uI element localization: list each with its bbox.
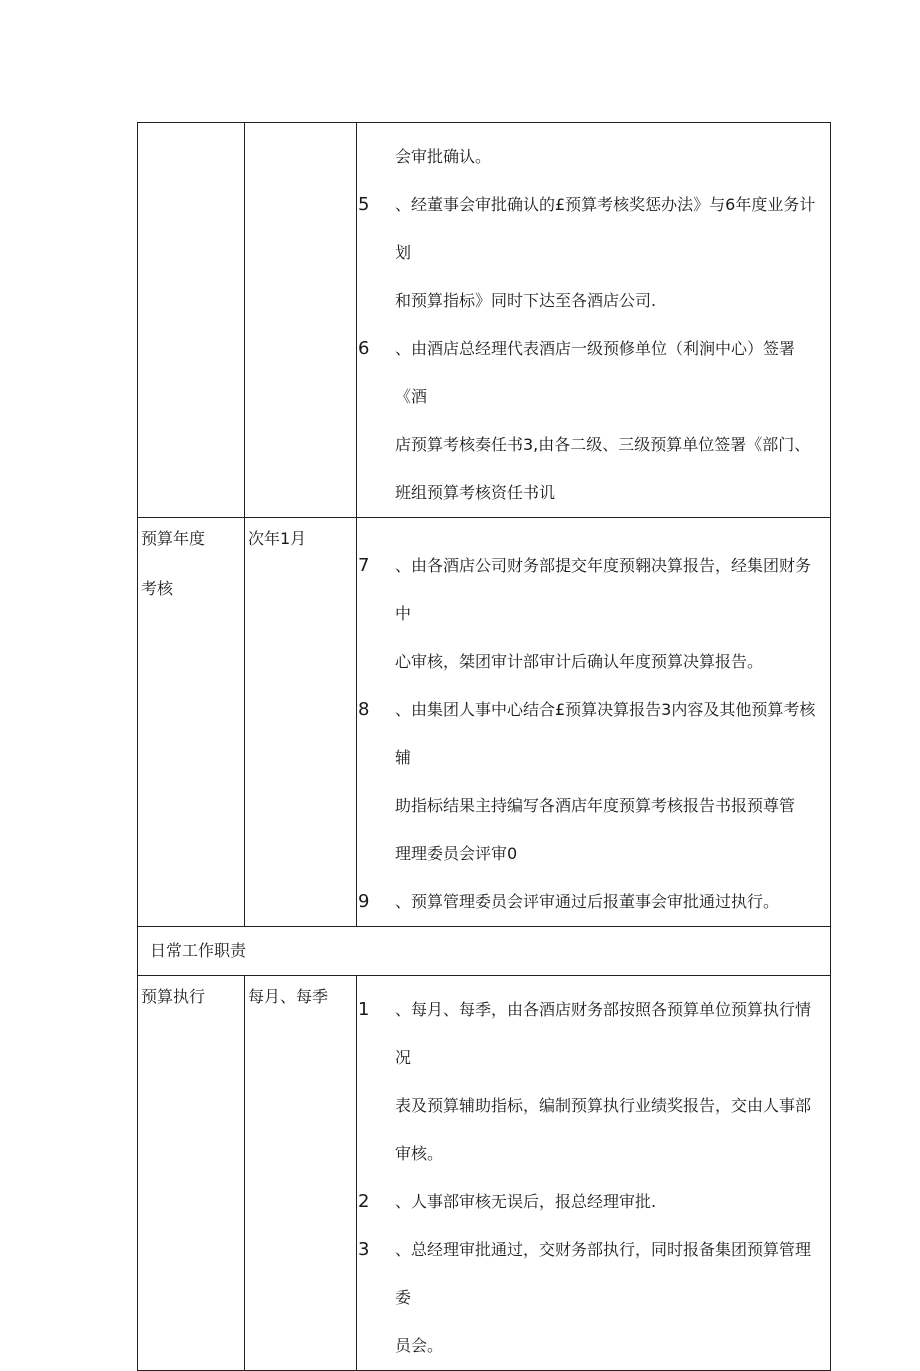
item-number: 5 xyxy=(358,194,370,215)
content-cell xyxy=(357,976,831,1371)
item-number: 9 xyxy=(358,891,370,912)
stage-cell xyxy=(138,123,245,518)
item-line: 店预算考核奏任书3,由各二级、三级预算单位签署《部门、 xyxy=(395,435,811,454)
item-number: 3 xyxy=(358,1239,370,1260)
stage-cell xyxy=(138,518,245,927)
item-line: 员会。 xyxy=(395,1336,444,1355)
item-line: 、预算管理委员会评审通过后报董事会审批通过执行。 xyxy=(395,892,780,911)
item-number: 1 xyxy=(358,999,370,1020)
item-line: 审核。 xyxy=(395,1144,444,1163)
section-row xyxy=(138,927,831,976)
stage-label: 预算年度 考核 xyxy=(141,529,206,598)
item-line: 表及预算辅助指标，编制预算执行业绩奖报告，交由人事部 xyxy=(395,1096,812,1115)
continuation-text: 会审批确认。 xyxy=(395,147,492,166)
item-number: 6 xyxy=(358,338,370,359)
content-cell xyxy=(357,518,831,927)
list-item xyxy=(357,878,826,926)
period-cell xyxy=(245,123,357,518)
period-cell xyxy=(245,518,357,927)
item-number: 7 xyxy=(358,555,370,576)
period-cell xyxy=(245,976,357,1371)
period-label: 次年1月 xyxy=(248,529,307,548)
item-line: 班组预算考核资任书讥 xyxy=(395,483,556,502)
stage-cell xyxy=(138,976,245,1371)
table-row xyxy=(138,976,831,1371)
budget-responsibility-table xyxy=(137,122,831,1371)
item-number: 8 xyxy=(358,699,370,720)
content-cell xyxy=(357,123,831,518)
item-line: 、人事部审核无误后，报总经理审批. xyxy=(395,1192,657,1211)
section-cell xyxy=(138,927,831,976)
item-line: 、总经理审批通过，交财务部执行，同时报备集团预算管理委 xyxy=(395,1240,812,1307)
period-label: 每月、每季 xyxy=(248,987,329,1006)
table-row xyxy=(138,518,831,927)
list-item xyxy=(357,181,826,325)
item-line: 、由酒店总经理代表酒店一级预修单位（利涧中心）签署《酒 xyxy=(395,339,796,406)
item-line: 、经董事会审批确认的£预算考核奖惩办法》与6年度业务计划 xyxy=(395,195,816,262)
list-item xyxy=(357,1178,826,1226)
list-item xyxy=(357,325,826,517)
list-item xyxy=(357,686,826,878)
item-line: 和预算指标》同时下达至各酒店公司. xyxy=(395,291,657,310)
item-line: 、由集团人事中心结合£预算决算报告3内容及其他预算考核辅 xyxy=(395,700,816,767)
list-item xyxy=(357,986,826,1178)
list-item xyxy=(357,542,826,686)
table-row xyxy=(138,123,831,518)
item-line: 心审核，桀团审计部审计后确认年度预算决算报告。 xyxy=(395,652,764,671)
item-line: 理理委员会评审0 xyxy=(395,844,518,863)
section-title: 日常工作职责 xyxy=(150,941,247,960)
list-item xyxy=(357,1226,826,1370)
item-line: 、由各酒店公司财务部提交年度预翱决算报告，经集团财务中 xyxy=(395,556,812,623)
item-number: 2 xyxy=(358,1191,370,1212)
item-line: 、每月、每季，由各酒店财务部按照各预算单位预算执行情况 xyxy=(395,1000,812,1067)
item-line: 助指标结果主持编写各酒店年度预算考核报告书报预尊管 xyxy=(395,796,796,815)
stage-label: 预算执行 xyxy=(141,987,206,1006)
